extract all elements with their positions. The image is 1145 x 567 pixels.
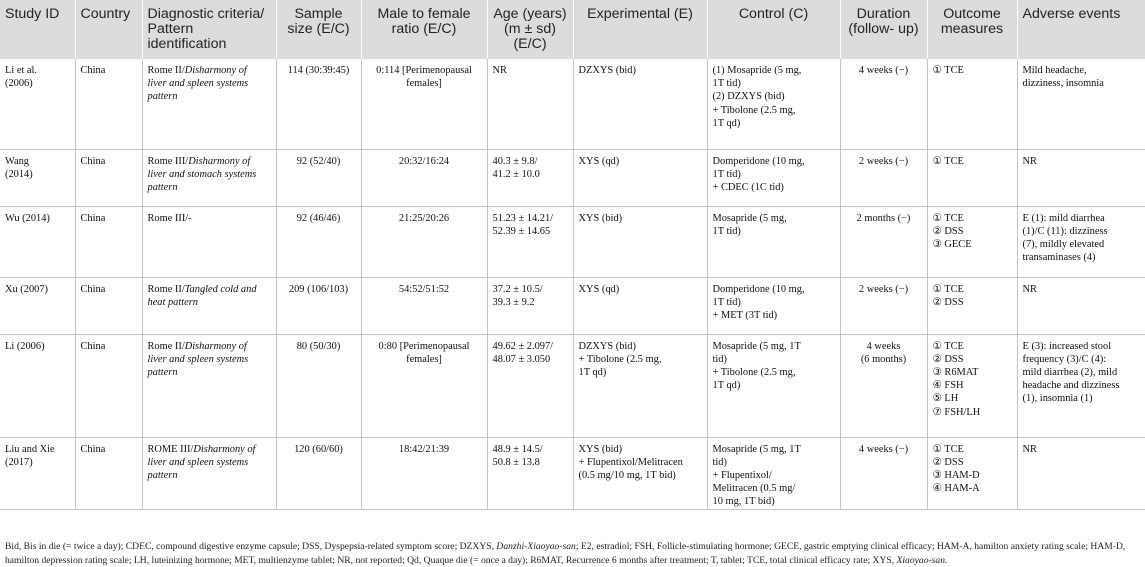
cell-duration [840, 437, 927, 509]
control-line: + CDEC (1C tid) [712, 181, 784, 193]
cell-adverse [1017, 206, 1145, 277]
age-line: NR [492, 65, 507, 76]
cell-ratio [361, 437, 487, 509]
cell-adverse [1017, 437, 1145, 509]
experimental-line: 1T qd) [578, 366, 607, 378]
cell-criteria [142, 206, 276, 277]
ratio-line: 20:32/16:24 [398, 155, 450, 167]
control-line: Domperidone (10 mg, [712, 283, 805, 295]
table-footnote [5, 540, 1140, 567]
control-line: tid) [712, 456, 727, 468]
header-control [707, 0, 840, 59]
header-diagnostic-criteria [142, 0, 276, 59]
study-line: Li et al. [5, 65, 38, 76]
outcomes-line: ④ FSH [932, 380, 964, 392]
criteria-pattern: liver and spleen systems [147, 78, 249, 90]
adverse-line: NR [1022, 443, 1037, 455]
criteria-pattern: liver and spleen systems [147, 353, 249, 365]
criteria-pattern: pattern [147, 469, 178, 481]
ratio-line: 54:52/51:52 [398, 283, 450, 295]
control-line: 1T tid) [712, 296, 741, 308]
header-line: Experimental (E) [587, 6, 693, 22]
ratio-line: 21:25/20:26 [398, 212, 450, 224]
control-line: + Tibolone (2.5 mg, [712, 366, 796, 378]
cell-duration [840, 206, 927, 277]
cell-ratio [361, 59, 487, 149]
header-line: Sample [294, 6, 343, 22]
header-line: Pattern [147, 21, 194, 37]
cell-experimental [573, 206, 707, 277]
age-line: 52.39 ± 14.65 [492, 225, 551, 237]
footnote-italic-2: Xiaoyao-san [896, 554, 946, 566]
cell-country [75, 206, 142, 277]
ratio-line: 0:80 [Perimenopausal [378, 340, 470, 352]
control-line: Mosapride (5 mg, [712, 212, 787, 224]
cell-control [707, 59, 840, 149]
criteria-standard: ROME III/ [147, 443, 194, 455]
header-line: Control (C) [738, 6, 809, 22]
header-line: measures [940, 21, 1004, 37]
cell-outcomes [927, 59, 1017, 149]
age-line: 48.9 ± 14.5/ [492, 443, 543, 455]
control-line: 1T tid) [712, 78, 741, 90]
adverse-line: frequency (3)/C (4): [1022, 353, 1107, 365]
cell-experimental [573, 59, 707, 149]
header-experimental [573, 0, 707, 59]
cell-country [75, 334, 142, 437]
study-line: Li (2006) [5, 340, 45, 352]
control-line: + MET (3T tid) [712, 309, 778, 321]
adverse-line: Mild headache, [1022, 65, 1087, 76]
cell-study [0, 277, 75, 334]
experimental-line: XYS (qd) [578, 155, 620, 167]
header-line: ratio (E/C) [391, 21, 457, 37]
cell-ratio [361, 334, 487, 437]
study-line: (2017) [5, 456, 33, 468]
age-line: 40.3 ± 9.8/ [492, 155, 538, 167]
footnote-text-1: Bid, Bis in die (= twice a day); CDEC, compound digestive enzyme capsule; DSS, Dyspepsia-related symptom score; DZXYS, [5, 541, 497, 552]
cell-sample [276, 149, 361, 206]
header-line: Adverse events [1022, 6, 1121, 22]
adverse-line: NR [1022, 283, 1037, 295]
ratio-line: 0:114 [Perimenopausal [376, 65, 472, 76]
outcomes-line: ③ R6MAT [932, 366, 979, 378]
table-row [0, 334, 1145, 437]
adverse-line: (1)/C (11): dizziness [1022, 225, 1108, 237]
cell-adverse [1017, 149, 1145, 206]
experimental-line: (0.5 mg/10 mg, 1T bid) [578, 469, 676, 481]
country-line: China [80, 283, 106, 295]
study-line: Liu and Xie [5, 443, 55, 455]
header-line: (follow- up) [848, 21, 919, 37]
duration-line: 4 weeks (−) [858, 443, 909, 455]
header-line: Country [80, 6, 131, 22]
control-line: tid) [712, 353, 727, 365]
control-line: (1) Mosapride (5 mg, [712, 65, 802, 76]
cell-study [0, 334, 75, 437]
cell-outcomes [927, 149, 1017, 206]
sample-line: 92 (46/46) [296, 212, 341, 224]
control-line: Mosapride (5 mg, 1T [712, 443, 801, 455]
study-line: (2014) [5, 168, 33, 180]
age-line: 37.2 ± 10.5/ [492, 283, 543, 295]
cell-experimental [573, 149, 707, 206]
cell-control [707, 334, 840, 437]
cell-duration [840, 277, 927, 334]
experimental-line: XYS (qd) [578, 283, 620, 295]
cell-control [707, 149, 840, 206]
control-line: 1T qd) [712, 380, 741, 392]
country-line: China [80, 340, 106, 352]
adverse-line: E (1): mild diarrhea [1022, 212, 1105, 224]
experimental-line: DZXYS (bid) [578, 340, 636, 352]
cell-adverse [1017, 334, 1145, 437]
duration-line: 2 weeks (−) [858, 283, 909, 295]
header-line: Study ID [5, 6, 60, 22]
header-duration [840, 0, 927, 59]
sample-line: 114 (30:39:45) [287, 65, 350, 76]
header-sample-size [276, 0, 361, 59]
cell-duration [840, 334, 927, 437]
outcomes-line: ① TCE [932, 283, 964, 295]
ratio-line: females] [406, 78, 442, 90]
experimental-line: XYS (bid) [578, 443, 623, 455]
criteria-pattern: Disharmony of [188, 155, 251, 167]
cell-duration [840, 149, 927, 206]
outcomes-line: ④ HAM-A [932, 483, 980, 495]
header-country [75, 0, 142, 59]
cell-outcomes [927, 277, 1017, 334]
criteria-pattern: liver and stomach systems [147, 168, 257, 180]
study-line: Wu (2014) [5, 212, 50, 224]
outcomes-line: ② DSS [932, 225, 964, 237]
study-line: Xu (2007) [5, 283, 48, 295]
experimental-line: + Flupentixol/Melitracen [578, 456, 683, 468]
cell-age [487, 437, 573, 509]
outcomes-line: ② DSS [932, 353, 964, 365]
cell-study [0, 59, 75, 149]
cell-age [487, 206, 573, 277]
control-line: 1T tid) [712, 225, 741, 237]
criteria-pattern: Tangled cold and [184, 283, 257, 295]
cell-criteria [142, 277, 276, 334]
header-sex-ratio [361, 0, 487, 59]
cell-age [487, 59, 573, 149]
adverse-line: transaminases (4) [1022, 252, 1096, 264]
duration-line: 2 weeks (−) [858, 155, 909, 167]
cell-country [75, 277, 142, 334]
cell-control [707, 437, 840, 509]
sample-line: 92 (52/40) [296, 155, 341, 167]
duration-line: 2 months (−) [856, 212, 911, 224]
control-line: + Tibolone (2.5 mg, [712, 104, 796, 116]
cell-outcomes [927, 334, 1017, 437]
cell-adverse [1017, 59, 1145, 149]
country-line: China [80, 443, 106, 455]
duration-line: 4 weeks [866, 340, 901, 352]
outcomes-line: ① TCE [932, 212, 964, 224]
cell-ratio [361, 277, 487, 334]
study-line: (2006) [5, 78, 33, 90]
header-line: Outcome [943, 6, 1001, 22]
sample-line: 209 (106/103) [288, 283, 349, 295]
cell-adverse [1017, 277, 1145, 334]
outcomes-line: ① TCE [932, 443, 964, 455]
header-line: Age (years) [493, 6, 567, 22]
header-line: Duration [856, 6, 911, 22]
country-line: China [80, 65, 106, 76]
criteria-pattern: pattern [147, 91, 178, 103]
adverse-line: E (3): increased stool [1022, 340, 1112, 352]
age-line: 51.23 ± 14.21/ [492, 212, 554, 224]
cell-age [487, 334, 573, 437]
control-line: + Flupentixol/ [712, 469, 772, 481]
cell-experimental [573, 437, 707, 509]
control-line: Melitracen (0.5 mg/ [712, 483, 796, 495]
cell-outcomes [927, 206, 1017, 277]
cell-sample [276, 334, 361, 437]
age-line: 41.2 ± 10.0 [492, 168, 540, 180]
header-line: identification [147, 36, 227, 52]
criteria-standard: Rome II/ [147, 283, 185, 295]
table-row [0, 206, 1145, 277]
outcomes-line: ① TCE [932, 155, 964, 167]
adverse-line: headache and dizziness [1022, 380, 1120, 392]
adverse-line: (1), insomnia (1) [1022, 393, 1093, 405]
criteria-standard: Rome II/ [147, 65, 185, 76]
cell-sample [276, 59, 361, 149]
cell-study [0, 437, 75, 509]
header-adverse-events [1017, 0, 1145, 59]
control-line: Domperidone (10 mg, [712, 155, 805, 167]
cell-sample [276, 206, 361, 277]
adverse-line: mild diarrhea (2), mild [1022, 366, 1118, 378]
control-line: 1T qd) [712, 117, 741, 129]
cell-control [707, 277, 840, 334]
header-row [0, 0, 1145, 59]
table-row [0, 59, 1145, 149]
sample-line: 120 (60/60) [294, 443, 343, 455]
outcomes-line: ① TCE [932, 340, 964, 352]
cell-criteria [142, 437, 276, 509]
cell-country [75, 59, 142, 149]
experimental-line: + Tibolone (2.5 mg, [578, 353, 662, 365]
header-age [487, 0, 573, 59]
footnote-text-3: . [945, 554, 948, 566]
criteria-pattern: Disharmony of [184, 65, 247, 76]
cell-experimental [573, 277, 707, 334]
criteria-pattern: pattern [147, 366, 178, 378]
criteria-standard: Rome II/ [147, 340, 185, 352]
header-line: (E/C) [513, 36, 547, 52]
outcomes-line: ② DSS [932, 456, 964, 468]
control-line: 10 mg, 1T bid) [712, 496, 775, 508]
age-line: 49.62 ± 2.097/ [492, 340, 554, 352]
country-line: China [80, 212, 106, 224]
cell-study [0, 149, 75, 206]
cell-ratio [361, 206, 487, 277]
cell-country [75, 149, 142, 206]
footnote-text-2: ; E2, estradiol; FSH, Follicle-stimulating hormone; GECE, gastric emptying clinical efficacy; HAM-A, hamilton anxiety rating scale; HAM-D, hamilton depression rating scale; LH, luteinizing hormone; MET, multienzyme tablet; NR, not reported; Qd, Quaque die (= once a day); R6MAT, Recurrence 6 months after treatment; T, tablet; TCE, total clinical efficacy rate; XYS, [5, 541, 1126, 566]
cell-age [487, 149, 573, 206]
outcomes-line: ⑤ LH [932, 393, 959, 405]
cell-sample [276, 437, 361, 509]
age-line: 50.8 ± 13.8 [492, 456, 540, 468]
table-row [0, 149, 1145, 206]
outcomes-line: ③ HAM-D [932, 469, 980, 481]
cell-country [75, 437, 142, 509]
study-line: Wang [5, 155, 29, 167]
duration-line: 4 weeks (−) [858, 65, 909, 76]
header-study-id [0, 0, 75, 59]
experimental-line: DZXYS (bid) [578, 65, 636, 76]
outcomes-line: ⑦ FSH/LH [932, 406, 981, 418]
outcomes-line: ① TCE [932, 65, 964, 76]
cell-experimental [573, 334, 707, 437]
header-line: Male to female [377, 6, 471, 22]
ratio-line: 18:42/21:39 [398, 443, 450, 455]
cell-study [0, 206, 75, 277]
control-line: (2) DZXYS (bid) [712, 91, 785, 103]
criteria-pattern: Disharmony of [184, 340, 247, 352]
duration-line: (6 months) [860, 353, 907, 365]
footnote-italic-1: Danzhi-Xiaoyao-san [496, 541, 576, 552]
control-line: 1T tid) [712, 168, 741, 180]
criteria-pattern: Disharmony of [193, 443, 256, 455]
header-outcome-measures [927, 0, 1017, 59]
criteria-standard: Rome III/- [147, 212, 192, 224]
cell-ratio [361, 149, 487, 206]
age-line: 39.3 ± 9.2 [492, 296, 535, 308]
control-line: Mosapride (5 mg, 1T [712, 340, 801, 352]
criteria-pattern: heat pattern [147, 296, 199, 308]
age-line: 48.07 ± 3.050 [492, 353, 551, 365]
cell-criteria [142, 59, 276, 149]
outcomes-line: ③ GECE [932, 238, 972, 250]
criteria-standard: Rome III/ [147, 155, 189, 167]
outcomes-line: ② DSS [932, 296, 964, 308]
criteria-pattern: pattern [147, 181, 178, 193]
cell-age [487, 277, 573, 334]
adverse-line: (7), mildly elevated [1022, 238, 1105, 250]
experimental-line: XYS (bid) [578, 212, 623, 224]
cell-criteria [142, 149, 276, 206]
table-row [0, 437, 1145, 509]
cell-duration [840, 59, 927, 149]
country-line: China [80, 155, 106, 167]
cell-outcomes [927, 437, 1017, 509]
ratio-line: females] [406, 353, 442, 365]
header-line: size (E/C) [287, 21, 350, 37]
cell-criteria [142, 334, 276, 437]
header-line: Diagnostic criteria/ [147, 6, 265, 22]
table-row [0, 277, 1145, 334]
criteria-pattern: liver and spleen systems [147, 456, 249, 468]
adverse-line: dizziness, insomnia [1022, 78, 1104, 90]
adverse-line: NR [1022, 155, 1037, 167]
cell-sample [276, 277, 361, 334]
cell-control [707, 206, 840, 277]
header-line: (m ± sd) [504, 21, 556, 37]
sample-line: 80 (50/30) [296, 340, 341, 352]
